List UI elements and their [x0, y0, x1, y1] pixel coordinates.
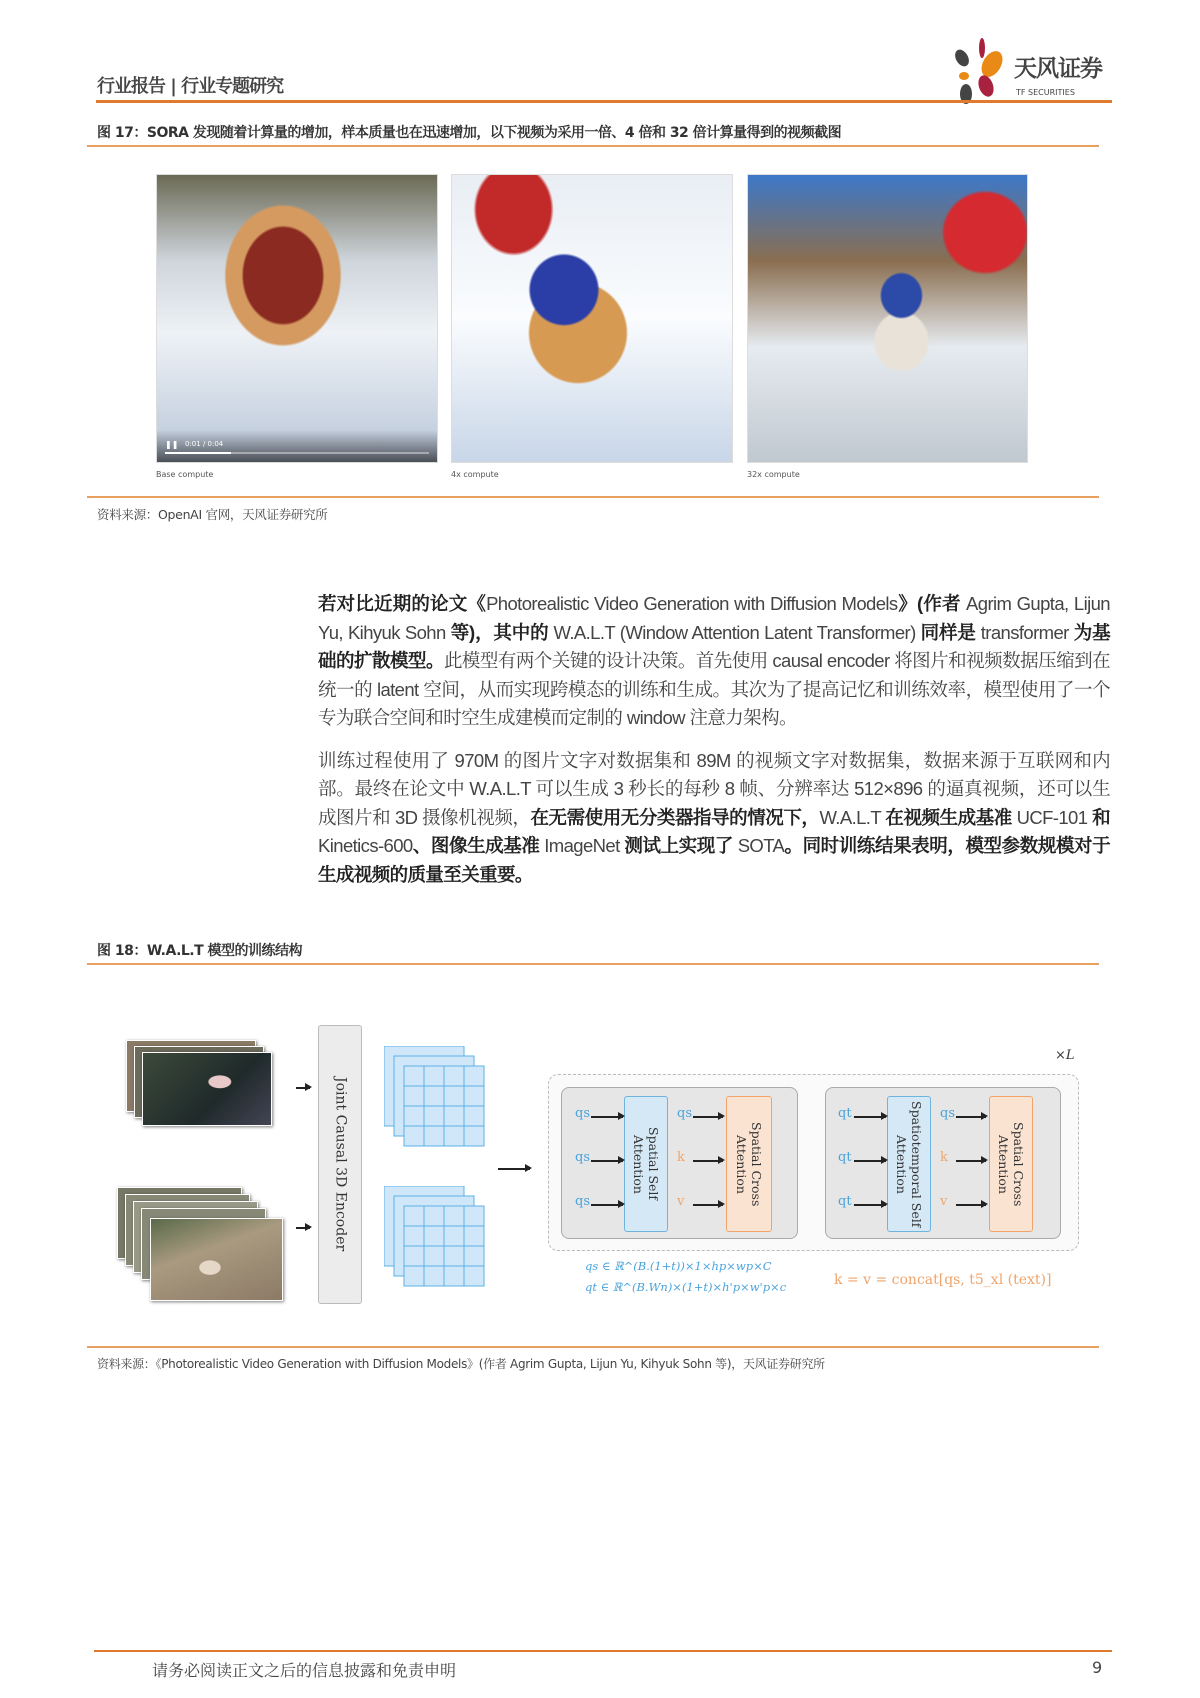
- input-label-k: k: [940, 1150, 948, 1165]
- text-run: 和: [1092, 806, 1111, 828]
- figure18-bottom-rule: [87, 1346, 1099, 1348]
- text-run: 同样是: [920, 621, 981, 643]
- text-run: W.A.L.T: [819, 806, 886, 828]
- joint-causal-3d-encoder: Joint Causal 3D Encoder: [318, 1025, 362, 1304]
- text-run: 在视频生成基准: [885, 806, 1017, 828]
- spatial-self-attention: Spatial Self Attention: [624, 1096, 668, 1232]
- repeat-label: ×L: [1055, 1048, 1075, 1063]
- video-frame-cat: [150, 1218, 283, 1301]
- text-run: 若对比近期的论文《: [318, 593, 487, 614]
- pause-icon[interactable]: ❚❚: [165, 440, 179, 449]
- arrow-icon: [693, 1204, 723, 1206]
- formula-kv: k = v = concat[qs, t5_xl (text)]: [834, 1272, 1052, 1288]
- latent-cube-icon: [384, 1186, 486, 1288]
- arrow-icon: [956, 1204, 986, 1206]
- arrow-icon: [854, 1160, 886, 1162]
- arrow-icon: [591, 1160, 623, 1162]
- arrow-icon: [693, 1116, 723, 1118]
- report-header-title: 行业报告 | 行业专题研究: [97, 76, 284, 97]
- text-run: UCF-101: [1016, 806, 1093, 828]
- text-run: Agrim Gupta, Lijun Yu, Kihyuk Sohn: [318, 593, 1110, 643]
- figure18-caption: 图 18：W.A.L.T 模型的训练结构: [97, 943, 303, 959]
- text-run: transformer: [980, 621, 1074, 643]
- text-run: W.A.L.T (Window Attention Latent Transformer): [553, 621, 921, 643]
- formula-qs: qs ∈ ℝ^(B.(1+t))×1×hp×wp×C: [585, 1259, 772, 1273]
- input-label-qt: qt: [838, 1194, 852, 1209]
- input-label-qs: qs: [940, 1106, 955, 1121]
- spatiotemporal-self-attention: Spatiotemporal Self Attention: [887, 1096, 931, 1232]
- input-label-qt: qt: [838, 1106, 852, 1121]
- formula-stack: [585, 1258, 786, 1296]
- formula-qt: qt ∈ ℝ^(B.Wn)×(1+t)×h'p×w'p×c: [585, 1280, 787, 1294]
- logo-cn-text: 天风证券: [1014, 56, 1102, 82]
- text-run: ImageNet: [544, 835, 625, 856]
- text-run: 训练过程使用了 970M 的图片文字对数据集和 89M 的视频文字对数据集，数据来源于互联网和内部。最终在论文中 W.A.L.T 可以生成 3 秒长的每秒 8 帧、分辨率达 512×896 的逼真视频，还可以生成图片和 3D 摄像机视频，: [318, 749, 1110, 828]
- arrow-icon: [956, 1160, 986, 1162]
- text-run: Photorealistic Video Generation with Diffusion Models: [486, 593, 898, 614]
- input-label-qs: qs: [575, 1194, 590, 1209]
- input-label-qs: qs: [575, 1150, 590, 1165]
- input-label-qs: qs: [677, 1106, 692, 1121]
- arrow-icon: [296, 1087, 310, 1089]
- text-run: SOTA: [737, 835, 785, 856]
- label-base-compute: Base compute: [156, 470, 214, 479]
- arrow-icon: [498, 1168, 530, 1170]
- arrow-icon: [854, 1116, 886, 1118]
- text-run: 为基础的扩散模型。: [318, 621, 1110, 671]
- spatial-cross-attention-2: Spatial Cross Attention: [989, 1096, 1033, 1232]
- input-label-v: v: [677, 1194, 685, 1209]
- text-run: 。同时训练结果表明，模型参数规模对于生成视频的质量至关重要。: [318, 835, 1111, 885]
- figure17-caption: 图 17：SORA 发现随着计算量的增加，样本质量也在迅速增加，以下视频为采用一倍、4 倍和 32 倍计算量得到的视频截图: [97, 125, 842, 141]
- page-number: 9: [1092, 1658, 1103, 1677]
- input-label-v: v: [940, 1194, 948, 1209]
- text-run: 测试上实现了: [624, 835, 738, 856]
- input-label-k: k: [677, 1150, 685, 1165]
- footer-divider: [94, 1650, 1112, 1652]
- arrow-icon: [296, 1227, 310, 1229]
- input-label-qs: qs: [575, 1106, 590, 1121]
- logo-en-text: TF SECURITIES: [1016, 88, 1075, 97]
- arrow-icon: [854, 1204, 886, 1206]
- spatial-cross-attention: Spatial Cross Attention: [726, 1096, 772, 1232]
- text-run: 在无需使用无分类器指导的情况下，: [530, 806, 820, 828]
- image-flamingo: [142, 1052, 272, 1126]
- label-4x-compute: 4x compute: [451, 470, 499, 479]
- text-run: 等)，其中的: [450, 621, 554, 643]
- text-run: Kinetics-600: [318, 835, 413, 856]
- footer-disclaimer: 请务必阅读正文之后的信息披露和免责申明: [152, 1661, 457, 1680]
- input-label-qt: qt: [838, 1150, 852, 1165]
- arrow-icon: [591, 1116, 623, 1118]
- label-32x-compute: 32x compute: [747, 470, 800, 479]
- video-time: 0:01 / 0:04: [185, 440, 224, 448]
- figure18-source: 资料来源：《Photorealistic Video Generation with Diffusion Models》(作者 Agrim Gupta, Lijun Yu, Kihyuk Sohn 等)，天风证券研究所: [97, 1357, 825, 1371]
- text-run: 此模型有两个关键的设计决策。首先使用 causal encoder 将图片和视频数据压缩到在统一的 latent 空间，从而实现跨模态的训练和生成。其次为了提高记忆和训练效率，模型使用了一个专为联合空间和时空生成建模而定制的 window 注意力架构。: [318, 650, 1110, 728]
- arrow-icon: [693, 1160, 723, 1162]
- text-run: 》(作者: [897, 593, 967, 614]
- arrow-icon: [956, 1116, 986, 1118]
- text-run: 、图像生成基准: [412, 835, 545, 856]
- latent-cube-icon: [384, 1046, 486, 1148]
- arrow-icon: [591, 1204, 623, 1206]
- figure17-source: 资料来源：OpenAI 官网，天风证券研究所: [97, 507, 328, 522]
